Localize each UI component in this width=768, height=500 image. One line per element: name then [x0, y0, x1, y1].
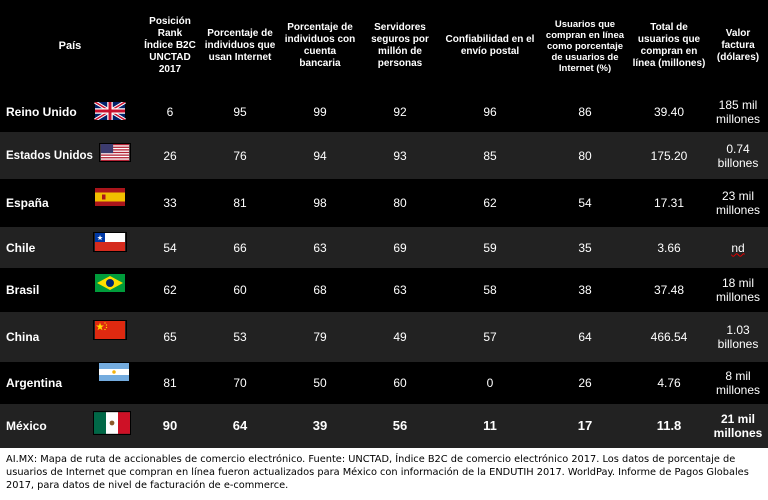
cell-total: 37.48: [653, 283, 685, 297]
cell-total: 175.20: [650, 148, 688, 163]
country-name: China: [6, 330, 40, 344]
cell-rank: 62: [163, 283, 177, 297]
cell-rank: 90: [162, 418, 178, 433]
cell-valor: 8 mil millones: [715, 369, 760, 397]
cell-servidores: 80: [393, 196, 407, 210]
cell-servidores: 92: [393, 105, 407, 119]
cell-total: 11.8: [656, 418, 682, 433]
cell-usuarios: 64: [578, 330, 592, 344]
cell-valor: 0.74 billones: [717, 141, 759, 170]
cell-bancaria: 98: [313, 196, 327, 210]
cell-postal: 96: [483, 105, 497, 119]
cell-bancaria: 99: [313, 105, 327, 119]
china-flag-icon: [93, 320, 127, 340]
cell-postal: 11: [483, 418, 497, 433]
cell-valor: 1.03 billones: [717, 323, 759, 351]
header-valor: Valor factura (dólares): [716, 28, 760, 63]
table-header: [0, 0, 768, 92]
cell-servidores: 63: [393, 283, 407, 297]
cell-servidores: 60: [393, 376, 407, 390]
cell-usuarios: 26: [578, 376, 592, 390]
cell-usuarios: 80: [578, 148, 592, 163]
cell-total: 4.76: [657, 376, 681, 390]
spain-flag-icon: [93, 187, 127, 207]
cell-usuarios: 54: [578, 196, 592, 210]
table-row: [0, 227, 768, 268]
cell-usuarios: 17: [577, 418, 593, 433]
cell-internet: 60: [233, 283, 247, 297]
cell-bancaria: 94: [313, 148, 327, 163]
cell-servidores: 69: [393, 240, 407, 255]
cell-total: 3.66: [657, 240, 681, 255]
table-row: [0, 179, 768, 227]
country-name: Estados Unidos: [6, 149, 93, 162]
cell-valor: 185 mil millones: [715, 98, 760, 126]
cell-total: 17.31: [653, 196, 685, 210]
cell-usuarios: 35: [578, 240, 592, 255]
table-row: [0, 268, 768, 312]
header-bancaria: Porcentaje de individuos con cuenta bancaria: [284, 22, 356, 69]
cell-valor: [708, 227, 768, 268]
cell-rank: 26: [163, 148, 177, 163]
table-row: [0, 312, 768, 362]
cell-postal: 62: [483, 196, 497, 210]
table-row: [0, 132, 768, 179]
uk-flag-icon: [93, 101, 127, 121]
header-pais: País: [58, 40, 82, 52]
cell-usuarios: 38: [578, 283, 592, 297]
cell-valor: 18 mil millones: [715, 276, 760, 304]
cell-internet: 53: [233, 330, 247, 344]
cell-rank: 33: [163, 196, 177, 210]
country-name: Chile: [6, 240, 36, 255]
cell-total: 466.54: [650, 330, 688, 344]
cell-rank: 6: [166, 105, 174, 119]
brazil-flag-icon: [93, 273, 127, 293]
cell-bancaria: 50: [313, 376, 327, 390]
cell-servidores: 93: [393, 148, 407, 163]
mexico-flag-icon: [93, 411, 131, 435]
country-name: España: [6, 196, 49, 210]
cell-postal: 57: [483, 330, 497, 344]
cell-usuarios: 86: [578, 105, 592, 119]
cell-servidores: 56: [392, 418, 408, 433]
country-name: Reino Unido: [6, 105, 77, 119]
country-name: México: [6, 419, 47, 433]
cell-total: 39.40: [653, 105, 685, 119]
cell-valor-nd: nd: [731, 240, 745, 255]
cell-rank: 54: [163, 240, 177, 255]
cell-rank: 65: [163, 330, 177, 344]
cell-valor: 23 mil millones: [715, 189, 760, 217]
cell-bancaria: 68: [313, 283, 327, 297]
table-row: [0, 404, 768, 448]
table-row: [0, 362, 768, 404]
header-internet: Porcentaje de individuos que usan Internet: [204, 28, 276, 63]
cell-internet: 81: [233, 196, 247, 210]
header-usuarios: Usuarios que compran en línea como porcentaje de usuarios de Internet (%): [545, 18, 625, 74]
cell-rank: 81: [163, 376, 177, 390]
header-postal: Confiabilidad en el envío postal: [445, 34, 535, 57]
header-servidores: Servidores seguros por millón de personas: [371, 22, 429, 69]
country-name: Argentina: [6, 376, 63, 390]
us-flag-icon: [99, 143, 131, 162]
cell-postal: 58: [483, 283, 497, 297]
cell-internet: 76: [233, 148, 247, 163]
argentina-flag-icon: [97, 362, 131, 382]
cell-bancaria: 63: [313, 240, 327, 255]
cell-internet: 70: [233, 376, 247, 390]
header-rank: Posición Rank Índice B2C UNCTAD 2017: [144, 16, 196, 75]
cell-bancaria: 39: [312, 418, 328, 433]
cell-internet: 64: [232, 418, 248, 433]
cell-internet: 95: [233, 105, 247, 119]
header-total: Total de usuarios que compran en línea (millones): [632, 22, 706, 69]
cell-valor: 21 mil millones: [713, 412, 763, 440]
cell-postal: 85: [483, 148, 497, 163]
chile-flag-icon: [93, 232, 127, 252]
cell-servidores: 49: [393, 330, 407, 344]
table-caption: AI.MX: Mapa de ruta de accionables de comercio electrónico. Fuente: UNCTAD, Índice B2C de comercio electrónico 2017. Los datos de porcentaje de usuarios de Internet que compran en línea fueron actualizados para México con información de la ENDUTIH 2017. WorldPay. Informe de Pagos Globales 2017, para datos de nivel de facturación de e-commerce.: [6, 454, 749, 491]
cell-bancaria: 79: [313, 330, 327, 344]
table-row: [0, 92, 768, 132]
cell-internet: 66: [233, 240, 247, 255]
cell-postal: 59: [483, 240, 497, 255]
cell-postal: 0: [486, 376, 494, 390]
country-name: Brasil: [6, 283, 40, 297]
